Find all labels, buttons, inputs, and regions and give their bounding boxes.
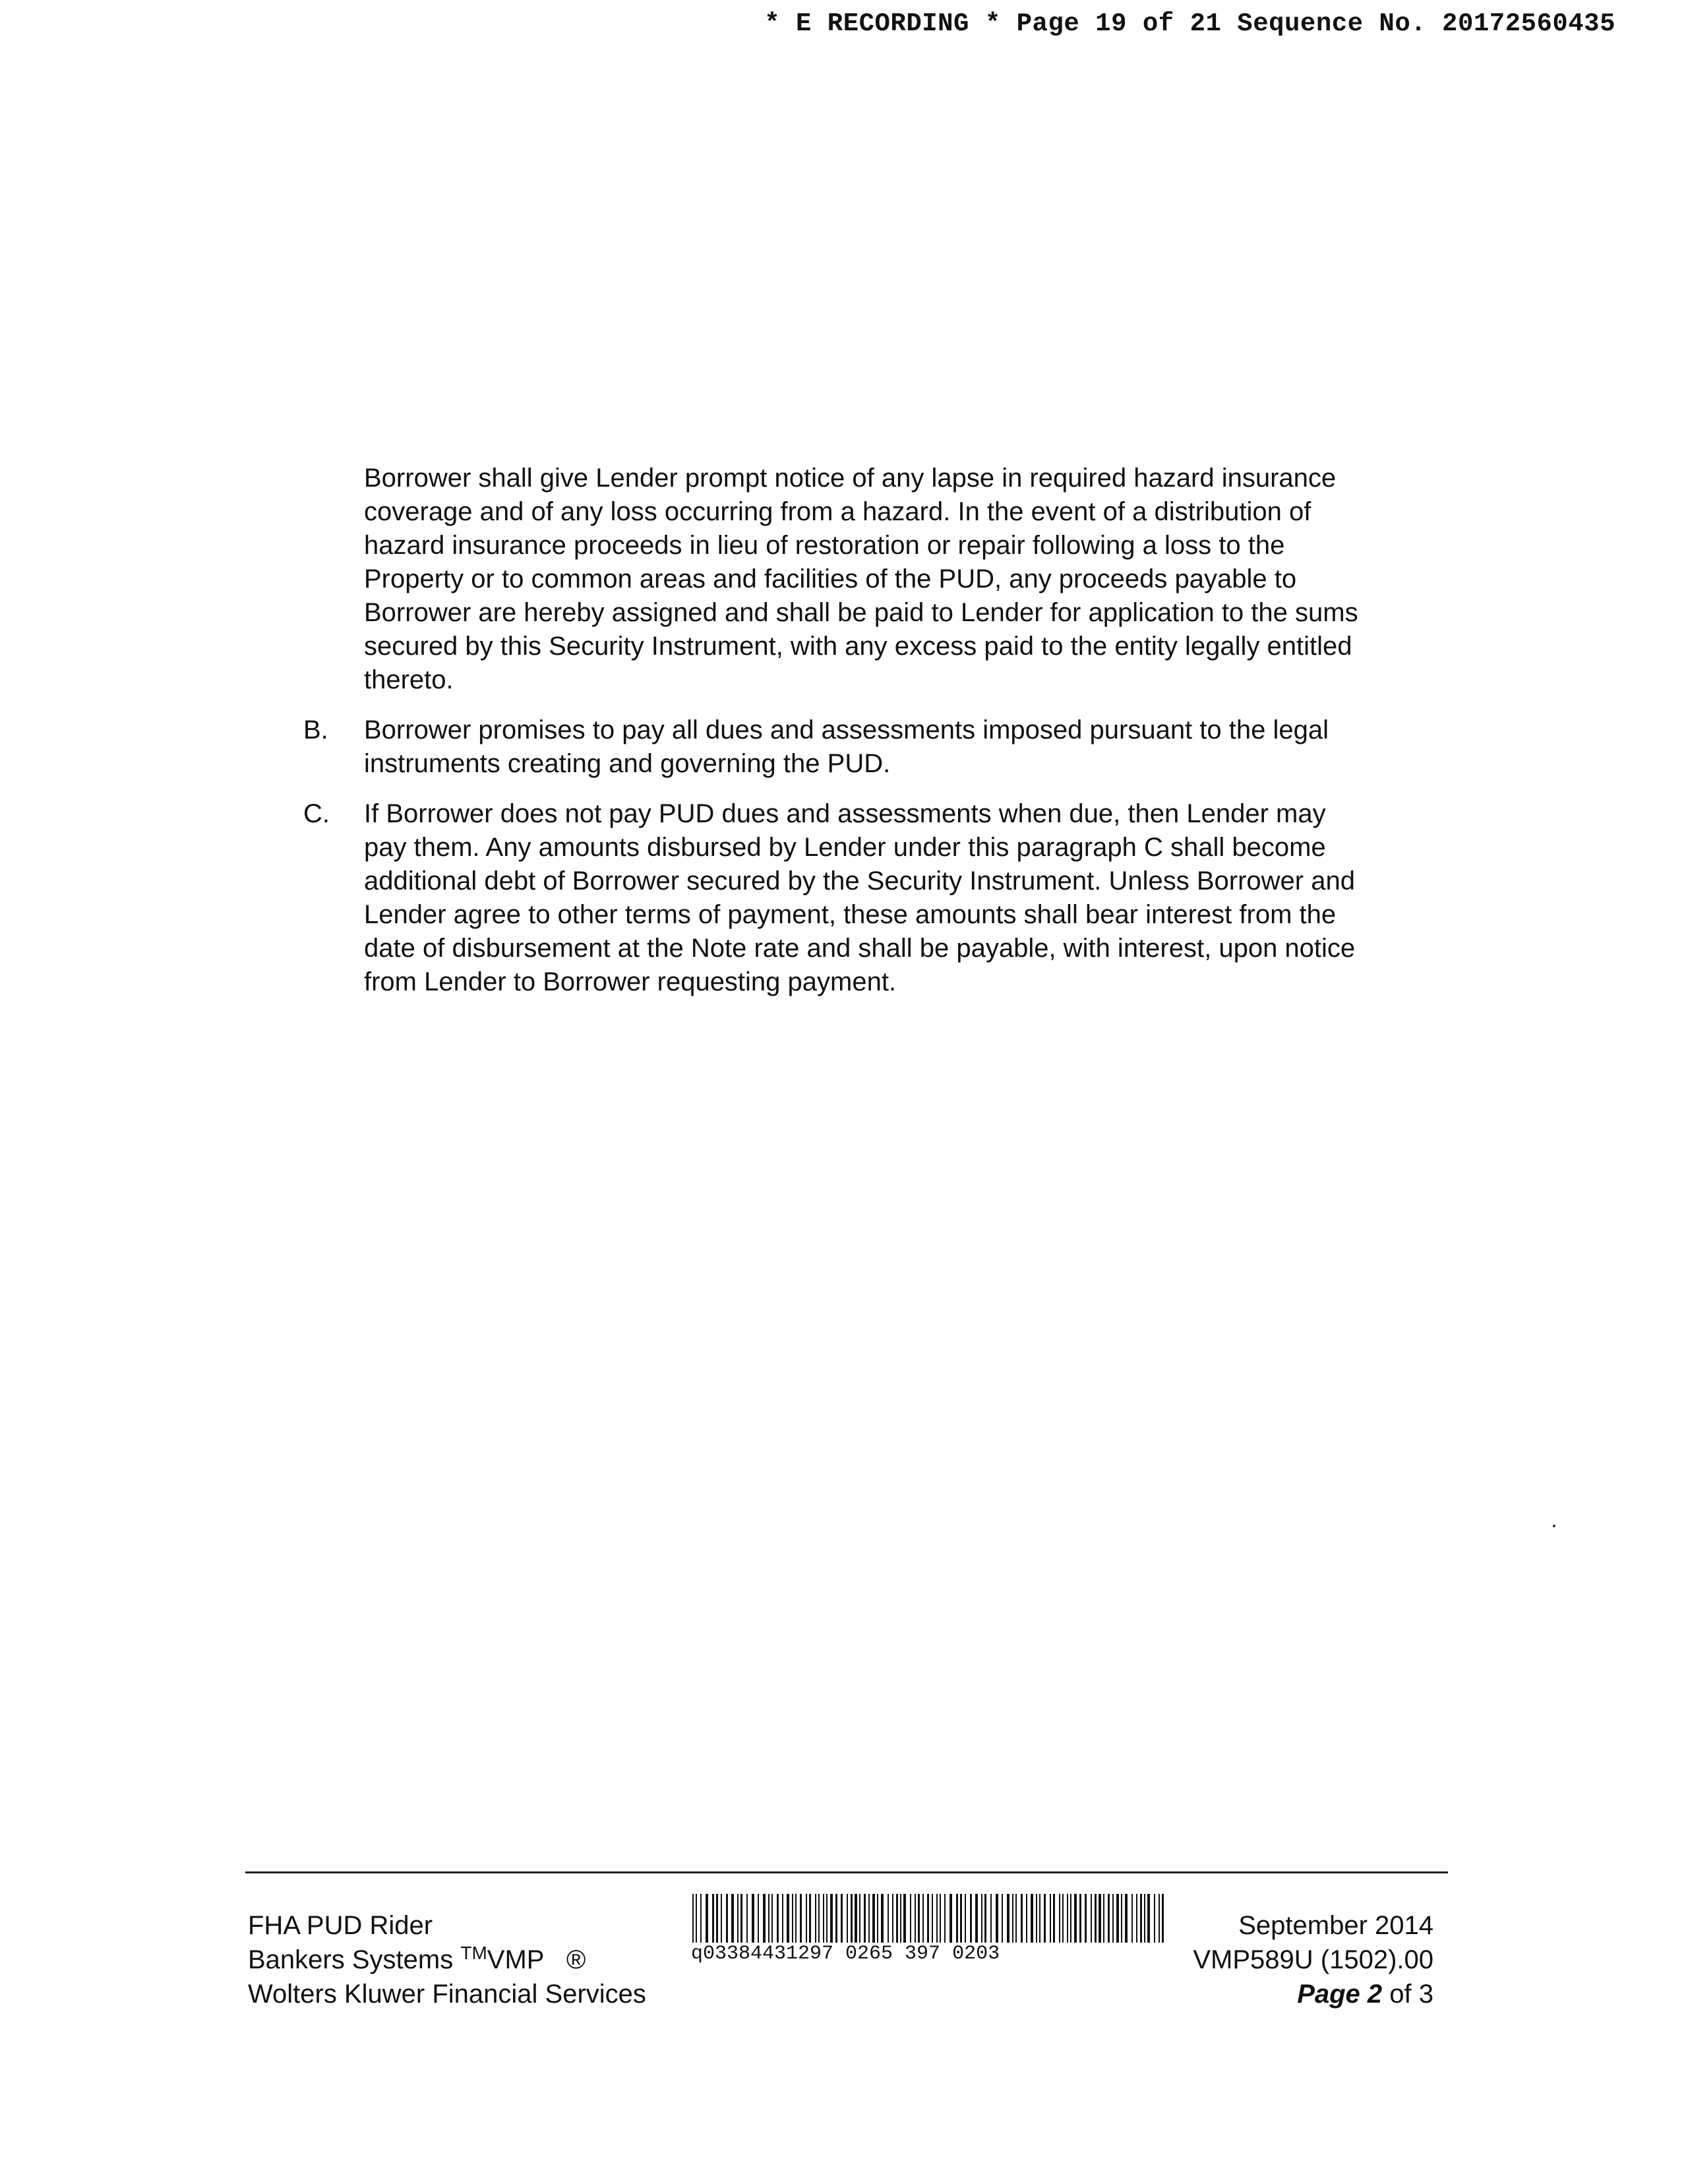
registered-mark: ® [566,1945,586,1974]
barcode-bar [1131,1894,1133,1943]
barcode-bar [712,1894,714,1943]
barcode-bar [1103,1894,1104,1943]
paragraph-b [303,713,1372,781]
barcode-bar [996,1894,998,1943]
barcode-bar [768,1894,769,1943]
barcode-bar [859,1894,860,1943]
barcode-bar [731,1894,734,1943]
barcode-bar [1121,1894,1122,1943]
barcode-bar [737,1894,738,1943]
paragraph-letter: B. [303,715,328,744]
form-name: FHA PUD Rider [248,1911,433,1940]
barcode-bar [740,1894,742,1943]
barcode-bar [716,1894,718,1943]
barcode-bar [1039,1894,1040,1943]
barcode-bar [1044,1894,1046,1943]
barcode-bar [1099,1894,1101,1943]
barcode-bar [795,1894,797,1943]
barcode-bar [726,1894,728,1943]
recording-header: * E RECORDING * Page 19 of 21 Sequence No. 20172560435 [764,9,1615,38]
barcode-bar [1067,1894,1068,1943]
form-code: VMP589U (1502).00 [1193,1945,1433,1974]
barcode-bar [1015,1894,1017,1943]
barcode-bar [965,1894,966,1943]
barcode-bar [1116,1894,1119,1943]
form-date: September 2014 [1238,1911,1433,1940]
barcode-bar [1074,1894,1077,1943]
barcode-bar [1079,1894,1081,1943]
barcode-bar [1002,1894,1003,1943]
barcode-bar [782,1894,783,1943]
paragraph-letter: C. [303,799,330,828]
barcode-bar [800,1894,802,1943]
continued-paragraph: Borrower shall give Lender prompt notice of any lapse in required hazard insurance coverage and of any loss occurring from a hazard. In the event of a distribution of hazard insurance proceeds in lieu of restoration or repair following a loss to the Property or to common areas and facilities of the PUD, any proceeds payable to Borrower are hereby assigned and shall be paid to Lender for application to the sums secured by this Security Instrument, with any excess paid to the entity legally entitled thereto. [364,464,1358,694]
barcode-bar [918,1894,920,1943]
footer-divider [245,1871,1448,1873]
barcode-bar [823,1894,824,1943]
barcode-bar [763,1894,766,1943]
barcode-bar [927,1894,929,1943]
paragraph-text: If Borrower does not pay PUD dues and assessments when due, then Lender may pay them. Any amounts disbursed by Lender under this paragraph C shall become additional debt of Borrower secured by the Security Instrument. Unless Borrower and Lender agree to other terms of payment, these amounts shall bear interest from the date of disbursement at the Note rate and shall be payable, with interest, upon notice from Lender to Borrower requesting payment. [364,799,1356,996]
barcode-bar [1140,1894,1142,1943]
barcode-bar [990,1894,992,1943]
barcode-bar [721,1894,722,1943]
barcode-bar [1162,1894,1164,1943]
barcode-bar [787,1894,789,1943]
barcode-bar [696,1894,697,1943]
page-of: of 3 [1389,1980,1433,2009]
barcode-bar [877,1894,878,1943]
barcode-bar [896,1894,898,1943]
barcode-bar [1085,1894,1087,1943]
barcode-bar [903,1894,906,1943]
barcode-bar [771,1894,773,1943]
barcode-bar [910,1894,911,1943]
barcode-bar [1147,1894,1150,1943]
barcode-bar [835,1894,837,1943]
barcode-bar [1108,1894,1110,1943]
barcode-bar [1070,1894,1071,1943]
barcode-bar [692,1894,694,1943]
barcode-bar [1012,1894,1013,1943]
barcode-bar [868,1894,870,1943]
barcode-bar [1154,1894,1155,1943]
vendor-prefix: Bankers Systems [248,1945,454,1974]
scan-speck [1553,1525,1555,1527]
barcode-bar [900,1894,901,1943]
vendor-mark: VMP [487,1945,545,1974]
barcode-bar [1159,1894,1160,1943]
barcode-bar [936,1894,938,1943]
barcode-bar [1144,1894,1145,1943]
barcode-block [691,1894,1166,1965]
barcode-bar [1059,1894,1060,1943]
barcode-bar [970,1894,972,1943]
barcode-bar [746,1894,748,1943]
paragraph-text: Borrower promises to pay all dues and assessments imposed pursuant to the legal instruments creating and governing the PUD. [364,715,1329,778]
barcode-bar [1095,1894,1097,1943]
barcode-bar [777,1894,779,1943]
barcode-bar [830,1894,833,1943]
barcode-bar [864,1894,866,1943]
barcode-bar [1112,1894,1114,1943]
footer-right [1193,1908,1433,2011]
barcode-icon [691,1894,1166,1943]
barcode-bar [851,1894,853,1943]
barcode-bar [1031,1894,1033,1943]
barcode-bar [841,1894,843,1943]
barcode-bar [881,1894,884,1943]
trademark-mark: TM [460,1943,487,1963]
barcode-bar [792,1894,793,1943]
barcode-bar [826,1894,828,1943]
company-name: Wolters Kluwer Financial Services [248,1980,646,2009]
barcode-bar [1091,1894,1092,1943]
barcode-bar [815,1894,816,1943]
vendor-line [248,1943,646,1977]
barcode-bar [956,1894,958,1943]
barcode-bar [700,1894,702,1943]
barcode-bar [932,1894,933,1943]
barcode-bar [806,1894,807,1943]
barcode-bar [818,1894,820,1943]
footer-left [248,1908,646,2011]
page-number [1193,1977,1433,2011]
barcode-bar [892,1894,893,1943]
barcode-bar [1026,1894,1027,1943]
barcode-bar [809,1894,811,1943]
barcode-bar [950,1894,952,1943]
barcode-bar [915,1894,916,1943]
barcode-bar [1021,1894,1023,1943]
barcode-bar [752,1894,754,1943]
barcode-bar [944,1894,946,1943]
document-body [303,462,1372,1016]
barcode-bar [1062,1894,1064,1943]
barcode-bar [975,1894,978,1943]
barcode-bar [1050,1894,1051,1943]
barcode-bar [758,1894,759,1943]
barcode-bar [888,1894,889,1943]
page-label: Page 2 [1297,1980,1383,2009]
barcode-number: q03384431297 0265 397 0203 [691,1943,1000,1965]
barcode-bar [981,1894,982,1943]
barcode-bar [855,1894,857,1943]
barcode-bar [847,1894,848,1943]
barcode-bar [1136,1894,1137,1943]
barcode-bar [706,1894,708,1943]
barcode-bar [872,1894,875,1943]
barcode-bar [1053,1894,1055,1943]
barcode-bar [1125,1894,1128,1943]
barcode-bar [940,1894,941,1943]
paragraph-c [303,797,1372,999]
barcode-bar [1007,1894,1010,1943]
barcode-bar [960,1894,962,1943]
barcode-bar [1036,1894,1037,1943]
barcode-bar [984,1894,986,1943]
barcode-bar [922,1894,924,1943]
